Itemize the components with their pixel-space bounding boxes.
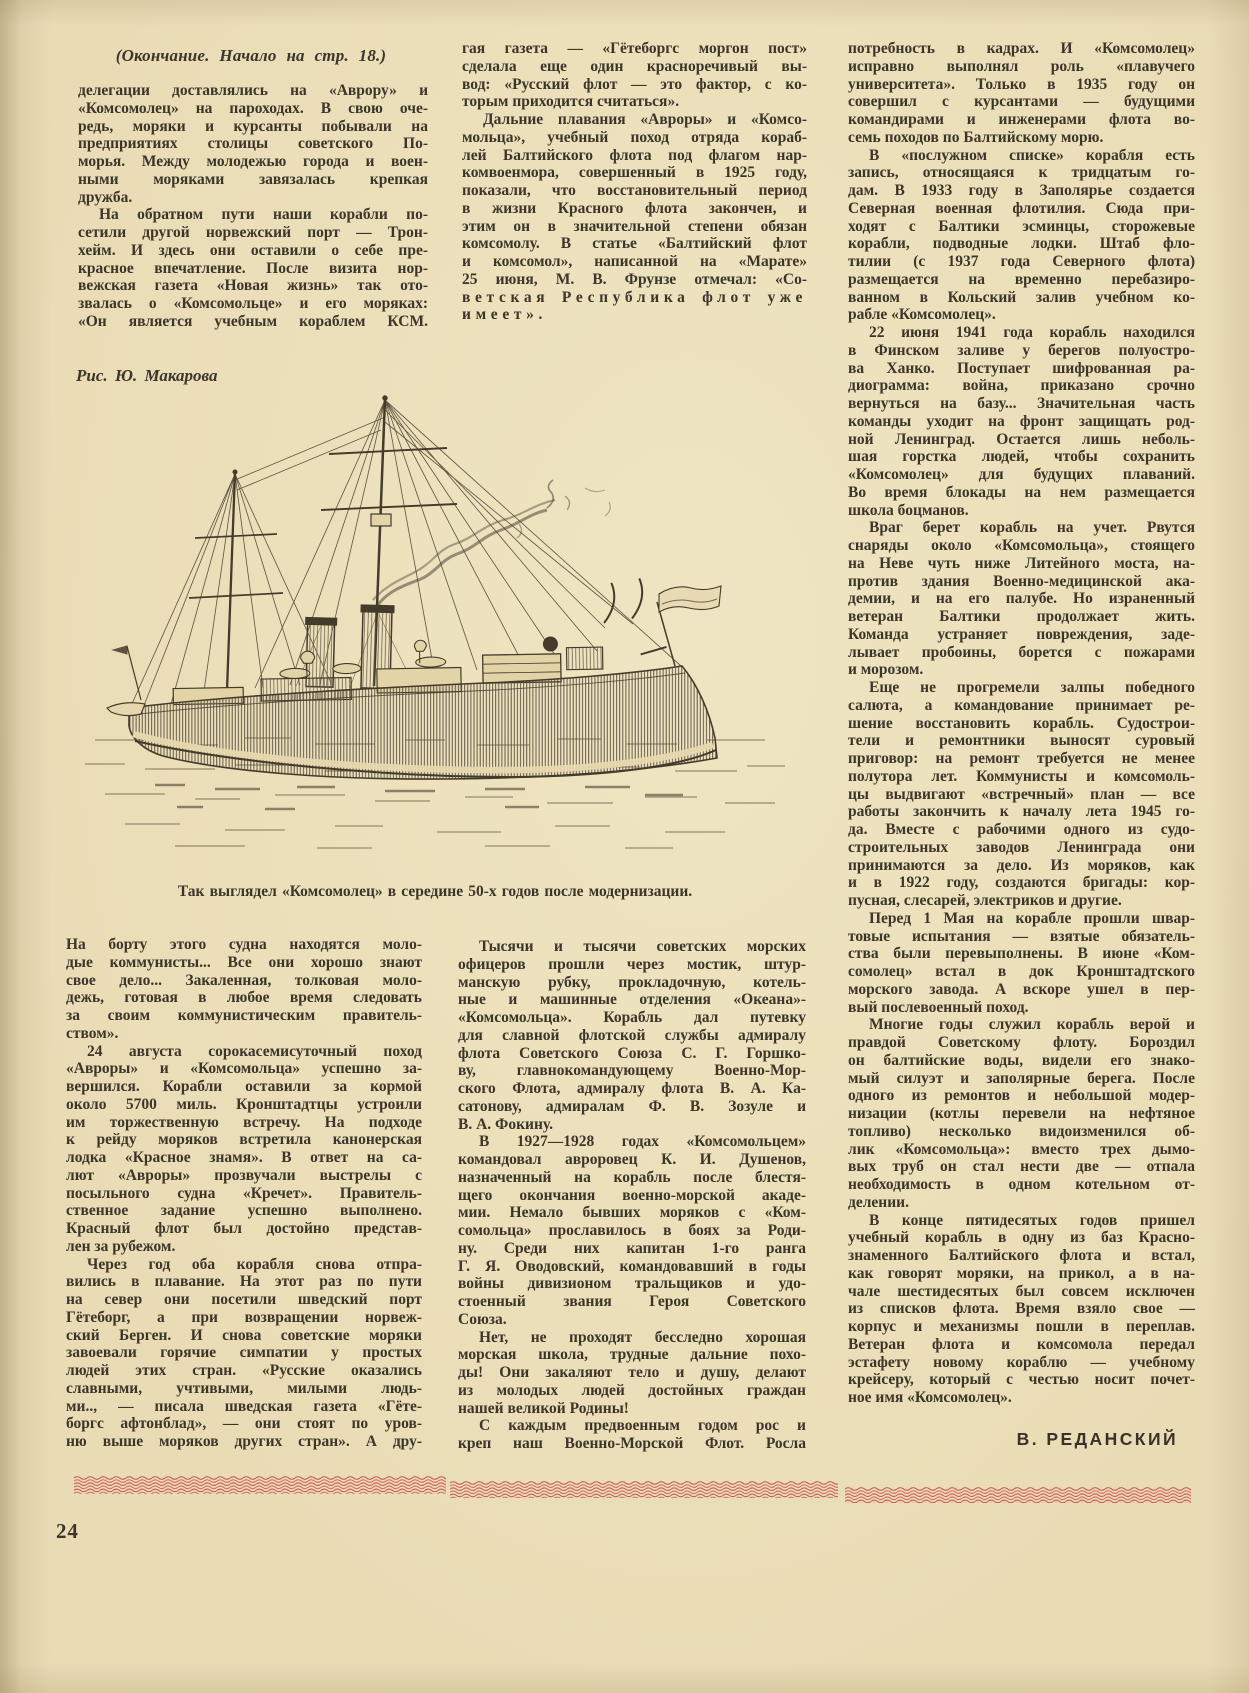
text-line: Враг берет корабль на учет. Рвутся [869, 519, 1195, 537]
text-line: людей этих стран. «Русские оказались [66, 1362, 422, 1379]
text-line: Дальние плавания «Авроры» и «Комсо- [483, 111, 807, 128]
text-line: ством». [66, 1024, 119, 1042]
ship-ink-drawing-svg [85, 388, 787, 858]
text-line: ского Флота, адмиралу флота В. А. Ка- [458, 1080, 806, 1097]
text-line: ные и машинные отделения «Океана»- [458, 991, 806, 1009]
text-line: и комсомол», написанной на «Марате» [462, 253, 807, 270]
text-line: В. А. Фокину. [458, 1115, 553, 1133]
text-line: как говорят моряки, на прикол, а в на- [848, 1264, 1195, 1282]
text-line: за своим коммунистическим правитель- [66, 1007, 422, 1024]
text-line: в Финском заливе у берегов полуостро- [848, 341, 1195, 359]
stern-details [107, 646, 145, 716]
text-line: свое дело... Закаленная, толковая моло- [66, 971, 422, 989]
text-line: морья. Между молодежью города и воен- [78, 153, 428, 170]
text-line: хейм. И здесь они оставили о себе пре- [78, 241, 428, 259]
text-line: редь, моряки и курсанты побывали на [78, 117, 428, 135]
text-line: из списков флота. Время взяло свое — [848, 1300, 1195, 1318]
text-line: ню выше моряков других стран». А дру- [66, 1433, 422, 1450]
text-line: 22 июня 1941 года корабль находился [869, 324, 1195, 341]
text-line: принимаются за дело. Из моряков, как [848, 856, 1195, 874]
text-line: «Он является учебным кораблем КСМ. [78, 312, 428, 330]
text-line: вод: «Русский флот — это фактор, с ко- [462, 75, 807, 93]
text-line: знаменного Балтийского флота и встал, [848, 1247, 1195, 1264]
artist-credit: Рис. Ю. Макарова [76, 366, 218, 385]
text-line: «Комсомолец» для будущих плаваний. [848, 466, 1195, 483]
text-line: В «послужном списке» корабля есть [869, 146, 1195, 164]
text-line: эстафету новому кораблю — учебному [848, 1353, 1195, 1371]
red-wave-divider-right [845, 1487, 1191, 1503]
text-line: в жизни Красного флота закончен, и [462, 199, 807, 217]
text-line: Во время блокады на нем размещается [848, 483, 1195, 501]
text-line: Ветеран флота и комсомола передал [848, 1335, 1195, 1353]
text-line: «Комсомолец» на пароходах. В свою оче- [78, 99, 428, 117]
text-line: цы выдвигают «встречный» план — все [848, 785, 1195, 803]
text-line: лик «Комсомольца»: вместо трех дымо- [848, 1140, 1195, 1158]
text-line: для славной флотской службы адмиралу [458, 1026, 806, 1044]
text-line: комсомолу. В статье «Балтийский флот [462, 235, 807, 253]
text-line: лей Балтийского флота под флагом нар- [462, 146, 807, 164]
page-number: 24 [56, 1519, 79, 1543]
text-line: боргс афтонблад», — они стоят по уров- [66, 1415, 422, 1433]
text-line: «Авроры» и «Комсомольца» успешно за- [66, 1060, 422, 1078]
text-line: ми.., — писала шведская газета «Гёте- [66, 1397, 422, 1415]
text-line: вежская газета «Новая жизнь» так ото- [78, 277, 428, 295]
continuation-note: (Окончание. Начало на стр. 18.) [115, 46, 387, 65]
text-line: шение восстановить корабль. Судострои- [848, 714, 1195, 732]
text-line: ву, главнокомандующему Военно-Мор- [458, 1062, 806, 1080]
text-line: предприятиях столицы советского По- [78, 135, 428, 153]
article-column-left-top [78, 82, 428, 331]
red-wave-divider-left [74, 1476, 446, 1494]
text-line: одного из ремонтов и небольшой модер- [848, 1087, 1195, 1105]
ship-illustration [85, 388, 787, 858]
text-line: торым приходится считаться». [462, 93, 680, 111]
text-line: вились в плавание. На этот раз по пути [66, 1273, 422, 1291]
text-line: полутора лет. Коммунисты и комсомоль- [848, 767, 1195, 785]
text-line: мии. Немало бывших моряков с «Ком- [458, 1204, 806, 1222]
text-line: креп наш Военно-Морской Флот. Росла [458, 1435, 806, 1452]
text-line: учебный корабль в одну из баз Красно- [848, 1229, 1195, 1247]
text-line: Красный флот был достойно представ- [66, 1220, 422, 1237]
text-line: дам. В 1933 году в Заполярье создается [848, 182, 1195, 199]
text-line: да. Вместе с рабочими одного из судо- [848, 821, 1195, 838]
text-line: ное имя «Комсомолец». [848, 1389, 1012, 1406]
text-line: имеет». [462, 306, 548, 324]
text-line: сомольца» прославилось в боях за Роди- [458, 1222, 806, 1239]
text-line: ванном в Кольский залив учебном ко- [848, 288, 1195, 306]
text-line: Северная военная флотилия. Сюда при- [848, 199, 1195, 217]
text-line: ва Ханко. Поступает шифрованная ра- [848, 359, 1195, 377]
text-line: работы закончить к началу лета 1945 го- [848, 803, 1195, 821]
text-line: запись, относящаяся к тридцатым го- [848, 164, 1195, 182]
text-line: Многие годы служил корабль верой и [869, 1016, 1195, 1034]
text-line: мольца», учебный поход отряда кораб- [462, 128, 807, 146]
text-line: В конце пятидесятых годов пришел [869, 1211, 1195, 1229]
text-line: строительных заводов Ленинграда они [848, 838, 1195, 856]
text-line: размещается на временно перебазиро- [848, 270, 1195, 288]
text-line: ства были перевыполнены. В июне «Ком- [848, 945, 1195, 963]
text-line: на Неве чуть ниже Литейного моста, на- [848, 554, 1195, 572]
text-line: лют «Авроры» прозвучали выстрелы с [66, 1166, 422, 1184]
author-signature: В. РЕДАНСКИЙ [1016, 1429, 1178, 1449]
text-line: сомолец» встал в док Кронштадтского [848, 963, 1195, 980]
text-line: ственное задание успешно выполнено. [66, 1202, 422, 1220]
text-line: вершился. Корабли оставили за кормой [66, 1078, 422, 1095]
text-line: шая горстка людей, чтобы сохранить [848, 448, 1195, 466]
text-line: щего окончания военно-морской акаде- [458, 1186, 806, 1204]
text-line: команды уходит на фронт защищать род- [848, 412, 1195, 430]
text-line: ной Ленинград. Остается лишь неболь- [848, 430, 1195, 448]
text-line: ходят с Балтики эсминцы, сторожевые [848, 217, 1195, 235]
text-line: офицеров прошли через мостик, штур- [458, 955, 806, 973]
text-line: чале шестидесятых был совсем исключен [848, 1282, 1195, 1300]
text-line: на север они посетили шведский порт [66, 1291, 422, 1308]
text-line: ну. Среди них капитан 1-го ранга [458, 1239, 806, 1257]
text-line: и морозом. [848, 661, 924, 679]
text-line: топливо) несколько видоизменился об- [848, 1122, 1195, 1140]
text-line: войны дивизионом тральщиков и удо- [458, 1275, 806, 1293]
text-line: делегации доставлялись на «Аврору» и [78, 82, 428, 99]
text-line: манскую рубку, прокладочную, котель- [458, 973, 806, 991]
article-column-left-bottom [66, 936, 422, 1451]
text-line: Нет, не проходят бесследно хорошая [479, 1328, 806, 1346]
text-line: семь походов по Балтийскому морю. [848, 128, 1104, 146]
bow-flag [657, 586, 721, 666]
text-line: дые коммунисты... Все они хорошо знают [66, 953, 422, 971]
text-line: вернуться на базу... Значительная часть [848, 395, 1195, 412]
text-line: крейсеру, который с честью носит почет- [848, 1371, 1195, 1389]
text-line: нашей великой Родины! [458, 1399, 629, 1417]
text-line: ветская Республика флот уже [462, 288, 807, 306]
funnel-smoke [373, 480, 610, 606]
article-column-middle-top [462, 40, 807, 324]
text-line: На обратном пути наши корабли по- [99, 206, 428, 224]
text-line: сатонову, адмиралам Ф. В. Зозуле и [458, 1097, 806, 1115]
text-line: Еще не прогремели залпы победного [869, 679, 1195, 696]
text-line: пусная, слесарей, электриков и другие. [848, 892, 1122, 909]
text-line: мый силуэт и заполярные берега. После [848, 1069, 1195, 1087]
text-line: дежь, готовая в любое время следовать [66, 989, 422, 1007]
text-line: необходимость в одном котельном от- [848, 1176, 1195, 1193]
text-line: морская школа, трудные дальние похо- [458, 1346, 806, 1364]
text-line: завоевали горячие симпатии у простых [66, 1344, 422, 1362]
illustration-caption: Так выглядел «Комсомолец» в середине 50-х годов после модернизации. [177, 883, 693, 900]
text-line: дружба. [78, 188, 133, 206]
text-line: ветеран Балтики продолжает жить. [848, 608, 1195, 625]
text-line: снаряды около «Комсомольца», стоящего [848, 537, 1195, 554]
text-line: около 5700 миль. Кронштадтцы устроили [66, 1095, 422, 1113]
text-line: посыльного судна «Кречет». Правитель- [66, 1184, 422, 1202]
text-line: командирами и инженерами флота во- [848, 111, 1195, 128]
text-line: демии, и на его палубе. Но израненный [848, 590, 1195, 608]
text-line: тилии (с 1937 года Северного флота) [848, 253, 1195, 270]
text-line: славными, учтивыми, милыми людь- [66, 1379, 422, 1397]
text-line: 25 июня, М. В. Фрунзе отмечал: «Со- [462, 270, 807, 288]
text-line: против здания Военно-медицинской ака- [848, 572, 1195, 590]
red-wave-divider-middle [450, 1481, 838, 1498]
text-line: исправно выполнял роль «плавучего [848, 57, 1195, 75]
text-line: салюта, а командование принимает ре- [848, 696, 1195, 714]
text-line: лывает пробоины, борется с пожарами [848, 643, 1195, 661]
text-line: им торжественную встречу. На подходе [66, 1113, 422, 1131]
text-line: делении. [848, 1193, 909, 1211]
text-line: товые испытания — взятые обязатель- [848, 927, 1195, 945]
text-line: «Комсомольца». Корабль дал путевку [458, 1009, 806, 1026]
text-line: сетили другой норвежский порт — Трон- [78, 224, 428, 241]
text-line: звалась о «Комсомольце» и его моряках: [78, 295, 428, 312]
text-line: На борту этого судна находятся моло- [66, 936, 422, 953]
text-line: корабли, подводные лодки. Штаб фло- [848, 235, 1195, 253]
text-line: к рейду моряков встретила канонерская [66, 1131, 422, 1149]
text-line: корпус и механизмы пошли в переплав. [848, 1318, 1195, 1335]
text-line: ными моряками завязалась крепкая [78, 170, 428, 188]
text-line: этим он в значительной степени обязан [462, 217, 807, 235]
text-line: командовал авроровец К. И. Душенов, [458, 1151, 806, 1168]
text-line: ды! Они закаляют тело и душу, делают [458, 1364, 806, 1381]
text-line: 24 августа сорокасемисуточный поход [87, 1042, 422, 1060]
text-line: приговор: на ремонт требуется не менее [848, 750, 1195, 767]
text-line: тели и ремонтники выносят суровый [848, 732, 1195, 750]
text-line: Через год оба корабля снова отпра- [87, 1255, 422, 1273]
text-line: он балтийские воды, видели его знако- [848, 1051, 1195, 1069]
text-line: Гётеборг, а при возвращении норвеж- [66, 1308, 422, 1326]
text-line: Команда устраняет повреждения, заде- [848, 625, 1195, 643]
text-line: гая газета — «Гётеборгс моргон пост» [462, 40, 807, 57]
text-line: низации (котлы перевели на нефтяное [848, 1105, 1195, 1122]
text-line: ский Берген. И снова советские моряки [66, 1326, 422, 1344]
text-line: и в 1922 году, создаются бригады: кор- [848, 874, 1195, 892]
text-line: университета». Только в 1935 году он [848, 75, 1195, 93]
article-column-middle-bottom [458, 938, 806, 1453]
text-line: вых труб он стал нести две — отпала [848, 1158, 1195, 1176]
text-line: С каждым предвоенным годом рос и [479, 1417, 806, 1435]
text-line: из молодых людей достойных граждан [458, 1381, 806, 1399]
text-line: совершил с курсантами — будущими [848, 93, 1195, 111]
text-line: морского завода. А вскоре ушел в пер- [848, 980, 1195, 998]
text-line: лен за рубежом. [66, 1237, 176, 1255]
text-line: Союза. [458, 1310, 507, 1328]
text-line: правдой Советскому флоту. Бороздил [848, 1034, 1195, 1051]
text-line: школа боцманов. [848, 501, 969, 519]
text-line: показали, что восстановительный период [462, 182, 807, 199]
hull-reflection [155, 785, 683, 809]
text-line: назначенный на корабль после блестя- [458, 1168, 806, 1186]
text-line: диограмма: война, приказано срочно [848, 377, 1195, 395]
text-line: флота Советского Союза С. Г. Горшко- [458, 1044, 806, 1062]
text-line: Тысячи и тысячи советских морских [479, 938, 806, 955]
text-line: лодка «Красное знамя». В ответ на са- [66, 1149, 422, 1166]
text-line: потребность в кадрах. И «Комсомолец» [848, 40, 1195, 57]
text-line: Перед 1 Мая на корабле прошли швар- [869, 909, 1195, 927]
text-line: красное впечатление. После визита нор- [78, 259, 428, 277]
text-line: Г. Я. Оводовский, командовавший в годы [458, 1257, 806, 1275]
text-line: рабле «Комсомолец». [848, 306, 996, 324]
text-line: вый послевоенный поход. [848, 998, 1029, 1016]
text-line: В 1927—1928 годах «Комсомольцем» [479, 1133, 806, 1151]
text-line: комвоенмора, совершенный в 1925 году, [462, 164, 807, 182]
text-line: сделала еще один красноречивый вы- [462, 57, 807, 75]
article-column-right [848, 40, 1195, 1407]
text-line: стоенный звания Героя Советского [458, 1293, 806, 1310]
